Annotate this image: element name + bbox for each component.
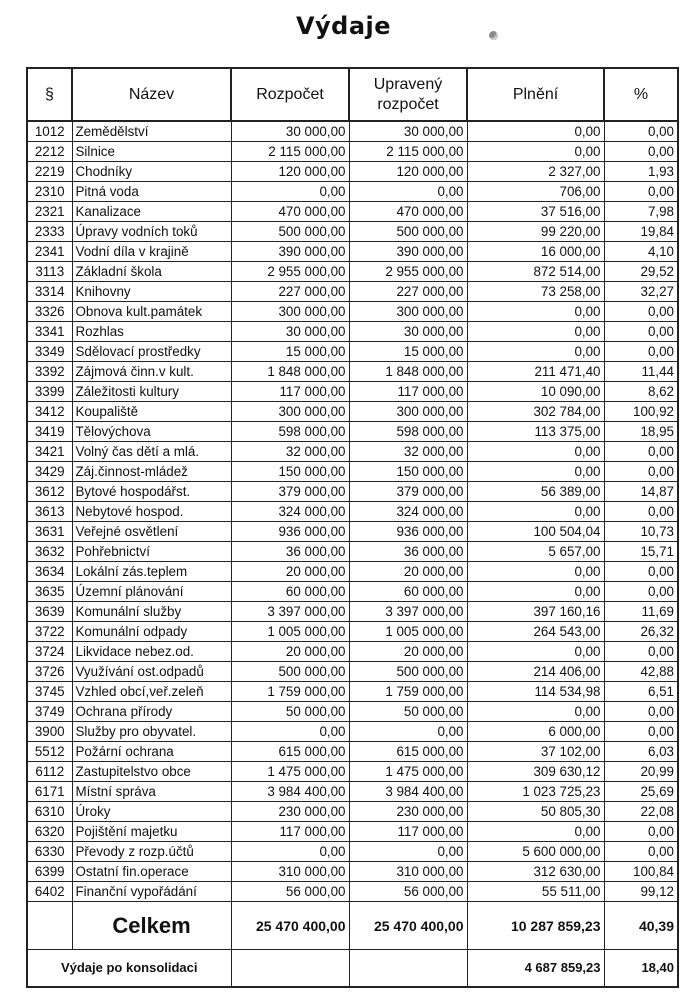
- table-row: [27, 342, 678, 362]
- table-row: [27, 382, 678, 402]
- row-name: Záležitosti kultury: [72, 382, 231, 402]
- row-fulfilment: 50 805,30: [467, 802, 604, 822]
- row-code: 3113: [27, 262, 72, 282]
- row-fulfilment: 100 504,04: [467, 522, 604, 542]
- row-fulfilment: 706,00: [467, 182, 604, 202]
- row-adjusted-budget: 936 000,00: [349, 522, 467, 542]
- header-fulfilment: Plnění: [467, 68, 604, 121]
- row-percent: 6,51: [604, 682, 678, 702]
- row-percent: 11,44: [604, 362, 678, 382]
- row-adjusted-budget: 615 000,00: [349, 742, 467, 762]
- row-percent: 29,52: [604, 262, 678, 282]
- consolidation-row: [27, 950, 678, 988]
- row-fulfilment: 37 516,00: [467, 202, 604, 222]
- row-budget: 36 000,00: [231, 542, 349, 562]
- row-fulfilment: 312 630,00: [467, 862, 604, 882]
- row-budget: 598 000,00: [231, 422, 349, 442]
- row-fulfilment: 872 514,00: [467, 262, 604, 282]
- row-fulfilment: 309 630,12: [467, 762, 604, 782]
- row-code: 1012: [27, 121, 72, 142]
- row-code: 3726: [27, 662, 72, 682]
- row-budget: 30 000,00: [231, 121, 349, 142]
- total-label: Celkem: [72, 902, 231, 950]
- total-budget: 25 470 400,00: [231, 902, 349, 950]
- row-percent: 4,10: [604, 242, 678, 262]
- table-row: [27, 262, 678, 282]
- row-code: 2333: [27, 222, 72, 242]
- row-adjusted-budget: 150 000,00: [349, 462, 467, 482]
- row-name: Převody z rozp.účtů: [72, 842, 231, 862]
- table-row: [27, 202, 678, 222]
- row-adjusted-budget: 3 984 400,00: [349, 782, 467, 802]
- row-percent: 18,95: [604, 422, 678, 442]
- row-name: Koupaliště: [72, 402, 231, 422]
- table-row: [27, 402, 678, 422]
- table-row: [27, 842, 678, 862]
- row-name: Veřejné osvětlení: [72, 522, 231, 542]
- row-fulfilment: 55 511,00: [467, 882, 604, 902]
- consolidation-percent: 18,40: [604, 950, 678, 988]
- row-code: 3429: [27, 462, 72, 482]
- row-fulfilment: 214 406,00: [467, 662, 604, 682]
- row-adjusted-budget: 30 000,00: [349, 322, 467, 342]
- row-name: Místní správa: [72, 782, 231, 802]
- row-code: 3326: [27, 302, 72, 322]
- row-budget: 117 000,00: [231, 822, 349, 842]
- row-name: Komunální služby: [72, 602, 231, 622]
- row-fulfilment: 0,00: [467, 342, 604, 362]
- row-percent: 100,92: [604, 402, 678, 422]
- table-row: [27, 422, 678, 442]
- row-budget: 20 000,00: [231, 642, 349, 662]
- row-budget: 936 000,00: [231, 522, 349, 542]
- table-row: [27, 662, 678, 682]
- row-fulfilment: 0,00: [467, 442, 604, 462]
- row-fulfilment: 5 600 000,00: [467, 842, 604, 862]
- row-name: Služby pro obyvatel.: [72, 722, 231, 742]
- row-percent: 1,93: [604, 162, 678, 182]
- row-budget: 0,00: [231, 722, 349, 742]
- row-percent: 0,00: [604, 502, 678, 522]
- row-code: 3639: [27, 602, 72, 622]
- row-name: Záj.činnost-mládež: [72, 462, 231, 482]
- row-budget: 0,00: [231, 182, 349, 202]
- row-adjusted-budget: 50 000,00: [349, 702, 467, 722]
- row-budget: 20 000,00: [231, 562, 349, 582]
- row-percent: 100,84: [604, 862, 678, 882]
- row-budget: 50 000,00: [231, 702, 349, 722]
- table-row: [27, 242, 678, 262]
- row-budget: 117 000,00: [231, 382, 349, 402]
- row-adjusted-budget: 0,00: [349, 722, 467, 742]
- row-adjusted-budget: 32 000,00: [349, 442, 467, 462]
- row-percent: 0,00: [604, 302, 678, 322]
- row-code: 2341: [27, 242, 72, 262]
- row-name: Zemědělství: [72, 121, 231, 142]
- row-adjusted-budget: 2 955 000,00: [349, 262, 467, 282]
- row-budget: 2 115 000,00: [231, 142, 349, 162]
- row-name: Nebytové hospod.: [72, 502, 231, 522]
- row-adjusted-budget: 20 000,00: [349, 642, 467, 662]
- row-fulfilment: 56 389,00: [467, 482, 604, 502]
- row-percent: 0,00: [604, 642, 678, 662]
- row-name: Likvidace nebez.od.: [72, 642, 231, 662]
- row-fulfilment: 264 543,00: [467, 622, 604, 642]
- row-budget: 390 000,00: [231, 242, 349, 262]
- row-percent: 7,98: [604, 202, 678, 222]
- table-row: [27, 222, 678, 242]
- row-name: Obnova kult.památek: [72, 302, 231, 322]
- row-code: 3749: [27, 702, 72, 722]
- row-fulfilment: 73 258,00: [467, 282, 604, 302]
- table-row: [27, 782, 678, 802]
- row-code: 2321: [27, 202, 72, 222]
- row-adjusted-budget: 0,00: [349, 842, 467, 862]
- table-row: [27, 682, 678, 702]
- row-code: 3612: [27, 482, 72, 502]
- total-blank-cell: [27, 902, 72, 950]
- row-adjusted-budget: 310 000,00: [349, 862, 467, 882]
- row-code: 5512: [27, 742, 72, 762]
- row-name: Vzhled obcí,veř.zeleň: [72, 682, 231, 702]
- row-percent: 32,27: [604, 282, 678, 302]
- row-name: Zastupitelstvo obce: [72, 762, 231, 782]
- row-adjusted-budget: 379 000,00: [349, 482, 467, 502]
- table-row: [27, 282, 678, 302]
- row-adjusted-budget: 60 000,00: [349, 582, 467, 602]
- row-budget: 227 000,00: [231, 282, 349, 302]
- table-row: [27, 162, 678, 182]
- total-percent: 40,39: [604, 902, 678, 950]
- table-row: [27, 562, 678, 582]
- row-code: 3392: [27, 362, 72, 382]
- row-name: Sdělovací prostředky: [72, 342, 231, 362]
- row-percent: 25,69: [604, 782, 678, 802]
- row-code: 3724: [27, 642, 72, 662]
- header-percent: %: [604, 68, 678, 121]
- consolidation-budget-empty: [231, 950, 349, 988]
- row-fulfilment: 113 375,00: [467, 422, 604, 442]
- row-percent: 22,08: [604, 802, 678, 822]
- table-row: [27, 182, 678, 202]
- row-budget: 1 759 000,00: [231, 682, 349, 702]
- row-code: 3419: [27, 422, 72, 442]
- row-fulfilment: 114 534,98: [467, 682, 604, 702]
- row-adjusted-budget: 470 000,00: [349, 202, 467, 222]
- total-fulfilment: 10 287 859,23: [467, 902, 604, 950]
- row-percent: 0,00: [604, 842, 678, 862]
- row-adjusted-budget: 1 848 000,00: [349, 362, 467, 382]
- row-fulfilment: 37 102,00: [467, 742, 604, 762]
- row-percent: 0,00: [604, 562, 678, 582]
- row-name: Územní plánování: [72, 582, 231, 602]
- row-fulfilment: 99 220,00: [467, 222, 604, 242]
- row-fulfilment: 0,00: [467, 462, 604, 482]
- table-row: [27, 862, 678, 882]
- row-adjusted-budget: 300 000,00: [349, 302, 467, 322]
- row-name: Zájmová činn.v kult.: [72, 362, 231, 382]
- table-row: [27, 121, 678, 142]
- row-percent: 42,88: [604, 662, 678, 682]
- page-title: Výdaje: [295, 12, 392, 40]
- row-code: 6112: [27, 762, 72, 782]
- table-row: [27, 522, 678, 542]
- table-row: [27, 322, 678, 342]
- row-budget: 2 955 000,00: [231, 262, 349, 282]
- row-fulfilment: 10 090,00: [467, 382, 604, 402]
- table-row: [27, 882, 678, 902]
- row-percent: 0,00: [604, 322, 678, 342]
- row-code: 6399: [27, 862, 72, 882]
- row-name: Úpravy vodních toků: [72, 222, 231, 242]
- row-name: Knihovny: [72, 282, 231, 302]
- row-percent: 0,00: [604, 462, 678, 482]
- row-code: 3613: [27, 502, 72, 522]
- row-percent: 0,00: [604, 702, 678, 722]
- row-name: Ochrana přírody: [72, 702, 231, 722]
- row-adjusted-budget: 120 000,00: [349, 162, 467, 182]
- table-row: [27, 482, 678, 502]
- row-adjusted-budget: 227 000,00: [349, 282, 467, 302]
- row-name: Komunální odpady: [72, 622, 231, 642]
- row-budget: 32 000,00: [231, 442, 349, 462]
- consolidation-label: Výdaje po konsolidaci: [27, 950, 231, 988]
- row-budget: 1 848 000,00: [231, 362, 349, 382]
- row-fulfilment: 211 471,40: [467, 362, 604, 382]
- row-name: Volný čas dětí a mlá.: [72, 442, 231, 462]
- row-code: 3631: [27, 522, 72, 542]
- row-fulfilment: 5 657,00: [467, 542, 604, 562]
- row-budget: 56 000,00: [231, 882, 349, 902]
- row-adjusted-budget: 36 000,00: [349, 542, 467, 562]
- row-adjusted-budget: 2 115 000,00: [349, 142, 467, 162]
- row-budget: 15 000,00: [231, 342, 349, 362]
- row-adjusted-budget: 324 000,00: [349, 502, 467, 522]
- header-name: Název: [72, 68, 231, 121]
- row-fulfilment: 1 023 725,23: [467, 782, 604, 802]
- table-row: [27, 302, 678, 322]
- row-fulfilment: 6 000,00: [467, 722, 604, 742]
- row-fulfilment: 0,00: [467, 302, 604, 322]
- table-row: [27, 642, 678, 662]
- row-code: 3722: [27, 622, 72, 642]
- row-budget: 310 000,00: [231, 862, 349, 882]
- row-name: Rozhlas: [72, 322, 231, 342]
- row-name: Pohřebnictví: [72, 542, 231, 562]
- row-adjusted-budget: 15 000,00: [349, 342, 467, 362]
- row-percent: 15,71: [604, 542, 678, 562]
- row-budget: 615 000,00: [231, 742, 349, 762]
- row-adjusted-budget: 20 000,00: [349, 562, 467, 582]
- row-budget: 1 475 000,00: [231, 762, 349, 782]
- row-name: Chodníky: [72, 162, 231, 182]
- row-fulfilment: 0,00: [467, 582, 604, 602]
- row-name: Ostatní fin.operace: [72, 862, 231, 882]
- row-name: Tělovýchova: [72, 422, 231, 442]
- row-budget: 379 000,00: [231, 482, 349, 502]
- row-adjusted-budget: 30 000,00: [349, 121, 467, 142]
- row-name: Pojištění majetku: [72, 822, 231, 842]
- row-percent: 99,12: [604, 882, 678, 902]
- row-name: Kanalizace: [72, 202, 231, 222]
- row-budget: 120 000,00: [231, 162, 349, 182]
- table-header-row: [27, 68, 678, 121]
- row-code: 3349: [27, 342, 72, 362]
- table-row: [27, 582, 678, 602]
- row-percent: 10,73: [604, 522, 678, 542]
- table-row: [27, 702, 678, 722]
- row-code: 3399: [27, 382, 72, 402]
- row-code: 3632: [27, 542, 72, 562]
- row-budget: 230 000,00: [231, 802, 349, 822]
- row-adjusted-budget: 390 000,00: [349, 242, 467, 262]
- table-row: [27, 602, 678, 622]
- row-code: 3745: [27, 682, 72, 702]
- row-percent: 11,69: [604, 602, 678, 622]
- row-fulfilment: 0,00: [467, 322, 604, 342]
- consolidation-fulfilment: 4 687 859,23: [467, 950, 604, 988]
- row-adjusted-budget: 1 005 000,00: [349, 622, 467, 642]
- row-code: 3900: [27, 722, 72, 742]
- row-fulfilment: 0,00: [467, 142, 604, 162]
- row-code: 6330: [27, 842, 72, 862]
- row-adjusted-budget: 3 397 000,00: [349, 602, 467, 622]
- row-code: 3341: [27, 322, 72, 342]
- table-body: [27, 121, 678, 902]
- row-budget: 500 000,00: [231, 662, 349, 682]
- table-row: [27, 542, 678, 562]
- table-row: [27, 142, 678, 162]
- row-fulfilment: 0,00: [467, 502, 604, 522]
- row-code: 3412: [27, 402, 72, 422]
- table-row: [27, 742, 678, 762]
- table-row: [27, 762, 678, 782]
- row-percent: 0,00: [604, 121, 678, 142]
- table-row: [27, 822, 678, 842]
- row-budget: 300 000,00: [231, 402, 349, 422]
- row-percent: 6,03: [604, 742, 678, 762]
- row-fulfilment: 0,00: [467, 121, 604, 142]
- row-budget: 30 000,00: [231, 322, 349, 342]
- table-row: [27, 362, 678, 382]
- expenditure-table: [26, 67, 679, 988]
- row-adjusted-budget: 230 000,00: [349, 802, 467, 822]
- row-budget: 60 000,00: [231, 582, 349, 602]
- table-row: [27, 462, 678, 482]
- row-budget: 324 000,00: [231, 502, 349, 522]
- table-row: [27, 502, 678, 522]
- row-percent: 14,87: [604, 482, 678, 502]
- row-fulfilment: 0,00: [467, 642, 604, 662]
- scan-speck: [489, 31, 498, 40]
- row-percent: 0,00: [604, 342, 678, 362]
- row-percent: 20,99: [604, 762, 678, 782]
- row-budget: 470 000,00: [231, 202, 349, 222]
- total-adjusted: 25 470 400,00: [349, 902, 467, 950]
- row-percent: 0,00: [604, 182, 678, 202]
- row-name: Využívání ost.odpadů: [72, 662, 231, 682]
- table-row: [27, 442, 678, 462]
- row-budget: 500 000,00: [231, 222, 349, 242]
- row-code: 2310: [27, 182, 72, 202]
- row-fulfilment: 397 160,16: [467, 602, 604, 622]
- table-row: [27, 802, 678, 822]
- table-row: [27, 622, 678, 642]
- row-code: 2219: [27, 162, 72, 182]
- row-name: Lokální zás.teplem: [72, 562, 231, 582]
- header-adjusted-budget: Upravený rozpočet: [349, 68, 467, 121]
- row-percent: 0,00: [604, 722, 678, 742]
- row-fulfilment: 2 327,00: [467, 162, 604, 182]
- row-budget: 0,00: [231, 842, 349, 862]
- row-code: 6171: [27, 782, 72, 802]
- row-name: Požární ochrana: [72, 742, 231, 762]
- consolidation-adjusted-empty: [349, 950, 467, 988]
- row-percent: 26,32: [604, 622, 678, 642]
- row-adjusted-budget: 500 000,00: [349, 222, 467, 242]
- row-percent: 0,00: [604, 582, 678, 602]
- row-adjusted-budget: 117 000,00: [349, 382, 467, 402]
- table-row: [27, 722, 678, 742]
- row-code: 3421: [27, 442, 72, 462]
- row-code: 6320: [27, 822, 72, 842]
- row-adjusted-budget: 500 000,00: [349, 662, 467, 682]
- row-name: Základní škola: [72, 262, 231, 282]
- row-name: Bytové hospodářst.: [72, 482, 231, 502]
- total-row: [27, 902, 678, 950]
- row-budget: 3 397 000,00: [231, 602, 349, 622]
- row-budget: 150 000,00: [231, 462, 349, 482]
- row-fulfilment: 0,00: [467, 562, 604, 582]
- row-code: 3635: [27, 582, 72, 602]
- row-fulfilment: 16 000,00: [467, 242, 604, 262]
- row-fulfilment: 0,00: [467, 702, 604, 722]
- row-adjusted-budget: 598 000,00: [349, 422, 467, 442]
- row-percent: 8,62: [604, 382, 678, 402]
- header-budget: Rozpočet: [231, 68, 349, 121]
- row-budget: 300 000,00: [231, 302, 349, 322]
- row-adjusted-budget: 1 759 000,00: [349, 682, 467, 702]
- row-code: 3314: [27, 282, 72, 302]
- row-code: 2212: [27, 142, 72, 162]
- row-budget: 3 984 400,00: [231, 782, 349, 802]
- row-percent: 0,00: [604, 822, 678, 842]
- row-code: 3634: [27, 562, 72, 582]
- row-adjusted-budget: 0,00: [349, 182, 467, 202]
- row-name: Finanční vypořádání: [72, 882, 231, 902]
- row-name: Silnice: [72, 142, 231, 162]
- row-code: 6402: [27, 882, 72, 902]
- row-percent: 0,00: [604, 142, 678, 162]
- row-adjusted-budget: 300 000,00: [349, 402, 467, 422]
- row-budget: 1 005 000,00: [231, 622, 349, 642]
- row-code: 6310: [27, 802, 72, 822]
- row-name: Pitná voda: [72, 182, 231, 202]
- row-name: Vodní díla v krajině: [72, 242, 231, 262]
- header-section: §: [27, 68, 72, 121]
- row-percent: 19,84: [604, 222, 678, 242]
- row-name: Úroky: [72, 802, 231, 822]
- row-adjusted-budget: 1 475 000,00: [349, 762, 467, 782]
- row-fulfilment: 302 784,00: [467, 402, 604, 422]
- row-adjusted-budget: 117 000,00: [349, 822, 467, 842]
- row-adjusted-budget: 56 000,00: [349, 882, 467, 902]
- row-percent: 0,00: [604, 442, 678, 462]
- row-fulfilment: 0,00: [467, 822, 604, 842]
